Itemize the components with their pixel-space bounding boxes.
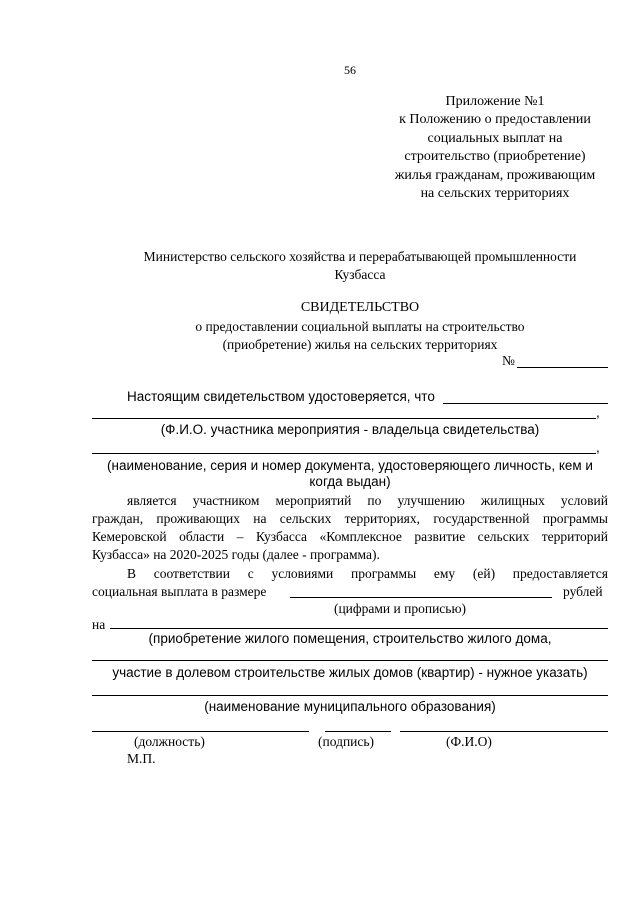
certificate-number-field — [517, 367, 608, 368]
appendix-line-5: на сельских территориях — [420, 186, 570, 201]
appendix-line-2: социальных выплат на — [427, 131, 563, 146]
page-number: 56 — [344, 63, 356, 77]
hint-purpose-2: участие в долевом строительстве жилых домов (квартир) - нужное указать) — [112, 665, 588, 680]
certificate-title: СВИДЕТЕЛЬСТВО — [300, 300, 420, 315]
para2-line2: социальная выплата в размере — [92, 584, 267, 599]
certifies-text: Настоящим свидетельством удостоверяется, что — [127, 389, 435, 404]
para1-line3: Кемеровской области – Кузбасса «Комплексное развитие сельских территорий — [92, 529, 608, 544]
hint-purpose-1: (приобретение жилого помещения, строительство жилого дома, — [148, 631, 552, 646]
para2-line1: В соответствии с условиями программы ему (ей) предоставляется — [127, 566, 608, 581]
holder-name-field-1 — [443, 403, 608, 404]
stamp-label: М.П. — [127, 751, 156, 766]
comma: , — [596, 405, 600, 420]
para1-line2: граждан, проживающих на сельских территориях, государственной программы — [92, 511, 608, 526]
fio-field — [400, 731, 608, 732]
appendix-line-4: жилья гражданам, проживающим — [394, 168, 596, 183]
hint-municipality: (наименование муниципального образования) — [204, 699, 496, 714]
certificate-subtitle-2: (приобретение) жилья на сельских территориях — [222, 337, 498, 352]
purpose-field — [110, 628, 608, 629]
appendix-line-3: строительство (приобретение) — [404, 149, 586, 164]
hint-document-2: когда выдан) — [309, 474, 391, 489]
hint-amount: (цифрами и прописью) — [333, 601, 467, 616]
comma-2: , — [596, 440, 600, 455]
para1-line1: является участником мероприятий по улучшению жилищных условий — [127, 493, 608, 508]
certificate-subtitle-1: о предоставлении социальной выплаты на строительство — [195, 319, 525, 334]
sign-fio-label: (Ф.И.О) — [446, 734, 492, 749]
sign-signature-label: (подпись) — [318, 734, 375, 749]
position-field — [92, 731, 309, 732]
municipality-field — [92, 695, 608, 696]
on-label: на — [92, 617, 106, 632]
appendix-line-1: к Положению о предоставлении — [399, 112, 591, 127]
appendix-title: Приложение №1 — [445, 94, 545, 109]
signature-field — [325, 731, 391, 732]
sign-position-label: (должность) — [134, 734, 205, 749]
holder-name-field-2 — [92, 418, 596, 419]
ministry-name-line2: Кузбасса — [334, 267, 386, 282]
ministry-name: Министерство сельского хозяйства и перерабатывающей промышленности — [143, 249, 577, 264]
purpose-field-2 — [92, 660, 608, 661]
para1-line4: Кузбасса» на 2020-2025 годы (далее - программа). — [92, 547, 380, 562]
hint-document-1: (наименование, серия и номер документа, удостоверяющего личность, кем и — [107, 458, 593, 473]
certificate-number-label: № — [502, 353, 515, 368]
document-field — [92, 453, 596, 454]
amount-field — [290, 597, 552, 598]
hint-fio: (Ф.И.О. участника мероприятия - владельца свидетельства) — [160, 422, 540, 437]
rubles-label: рублей — [563, 584, 603, 599]
